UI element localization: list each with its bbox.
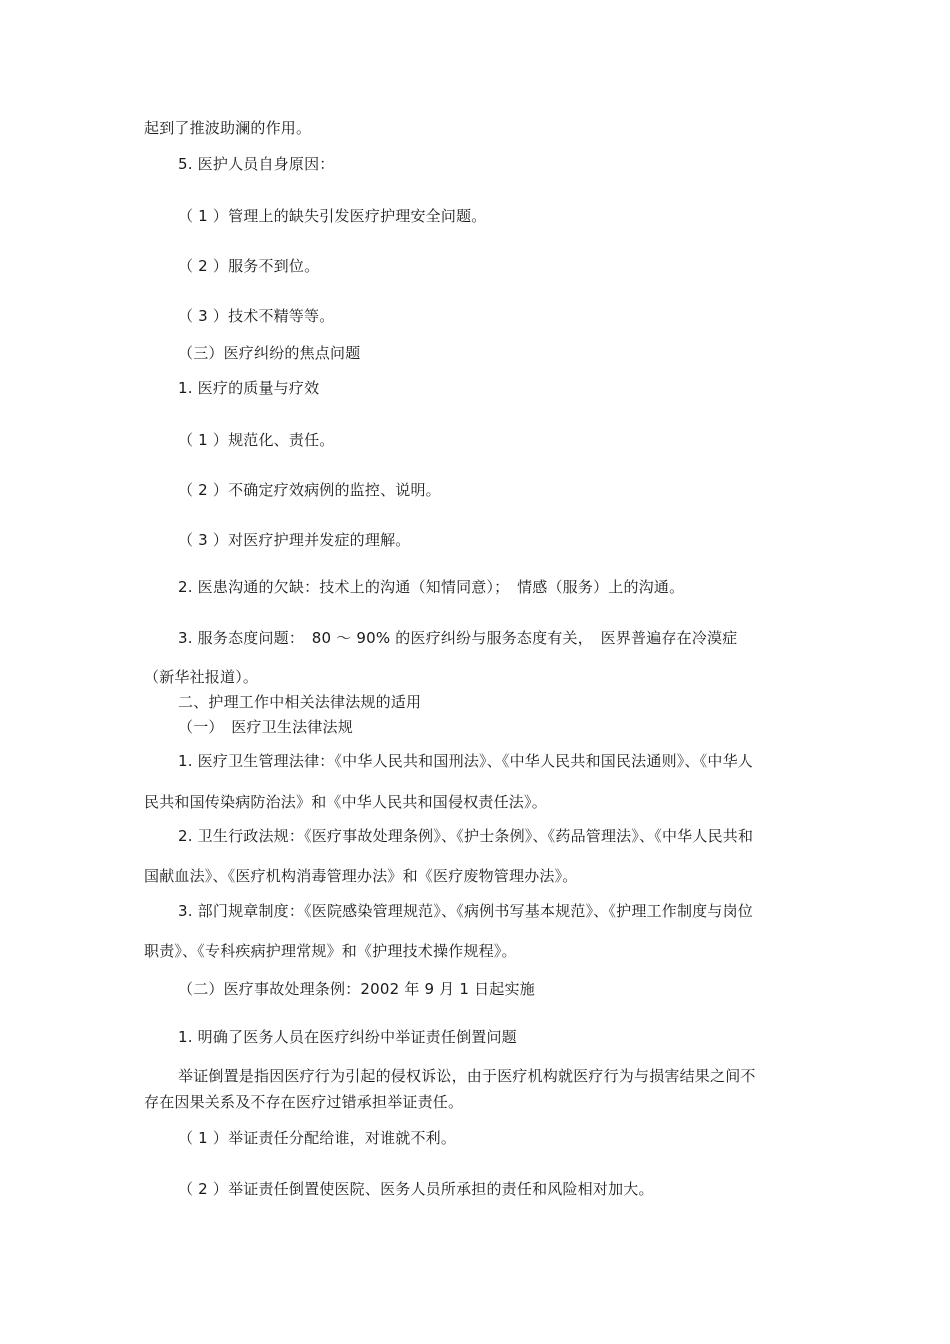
paragraph-line: 存在因果关系及不存在医疗过错承担举证责任。 [144, 1093, 464, 1111]
list-item: （ 1 ）管理上的缺失引发医疗护理安全问题。 [178, 207, 487, 225]
section-heading: （一） 医疗卫生法律法规 [178, 718, 353, 736]
list-item: 1. 医疗卫生管理法律：《中华人民共和国刑法》、《中华人民共和国民法通则》、《中华人 [178, 752, 753, 770]
list-item: （ 1 ）规范化、责任。 [178, 431, 335, 449]
list-item: （ 2 ）服务不到位。 [178, 257, 320, 275]
paragraph-line: 举证倒置是指因医疗行为引起的侵权诉讼，由于医疗机构就医疗行为与损害结果之间不 [178, 1067, 756, 1085]
paragraph-line: 起到了推波助澜的作用。 [144, 119, 312, 137]
list-item: 2. 医患沟通的欠缺：技术上的沟通（知情同意）； 情感（服务）上的沟通。 [178, 578, 685, 596]
section-heading: （二）医疗事故处理条例：2002 年 9 月 1 日起实施 [178, 980, 535, 998]
list-item: 1. 明确了医务人员在医疗纠纷中举证责任倒置问题 [178, 1028, 517, 1046]
list-item: （ 3 ）对医疗护理并发症的理解。 [178, 531, 411, 549]
list-item: （ 1 ）举证责任分配给谁，对谁就不利。 [178, 1129, 457, 1147]
paragraph-line: 职责》、《专科疾病护理常规》和《护理技术操作规程》。 [144, 942, 517, 960]
section-heading: （三）医疗纠纷的焦点问题 [178, 344, 361, 362]
list-item: 3. 服务态度问题： 80 ～ 90% 的医疗纠纷与服务态度有关， 医界普遍存在冷漠症 [178, 629, 738, 647]
list-item: 3. 部门规章制度：《医院感染管理规范》、《病例书写基本规范》、《护理工作制度与岗位 [178, 902, 753, 920]
list-item: （ 2 ）不确定疗效病例的监控、说明。 [178, 481, 441, 499]
paragraph-line: （新华社报道）。 [144, 668, 259, 686]
section-heading: 二、护理工作中相关法律法规的适用 [178, 693, 422, 711]
list-item: 5. 医护人员自身原因： [178, 155, 335, 173]
paragraph-line: 国献血法》、《医疗机构消毒管理办法》和《医疗废物管理办法》。 [144, 867, 578, 885]
list-item: 2. 卫生行政法规：《医疗事故处理条例》、《护士条例》、《药品管理法》、《中华人民共和 [178, 827, 754, 845]
list-item: （ 2 ）举证责任倒置使医院、医务人员所承担的责任和风险相对加大。 [178, 1180, 654, 1198]
list-item: 1. 医疗的质量与疗效 [178, 379, 320, 397]
list-item: （ 3 ）技术不精等等。 [178, 307, 335, 325]
paragraph-line: 民共和国传染病防治法》和《中华人民共和国侵权责任法》。 [144, 793, 547, 811]
